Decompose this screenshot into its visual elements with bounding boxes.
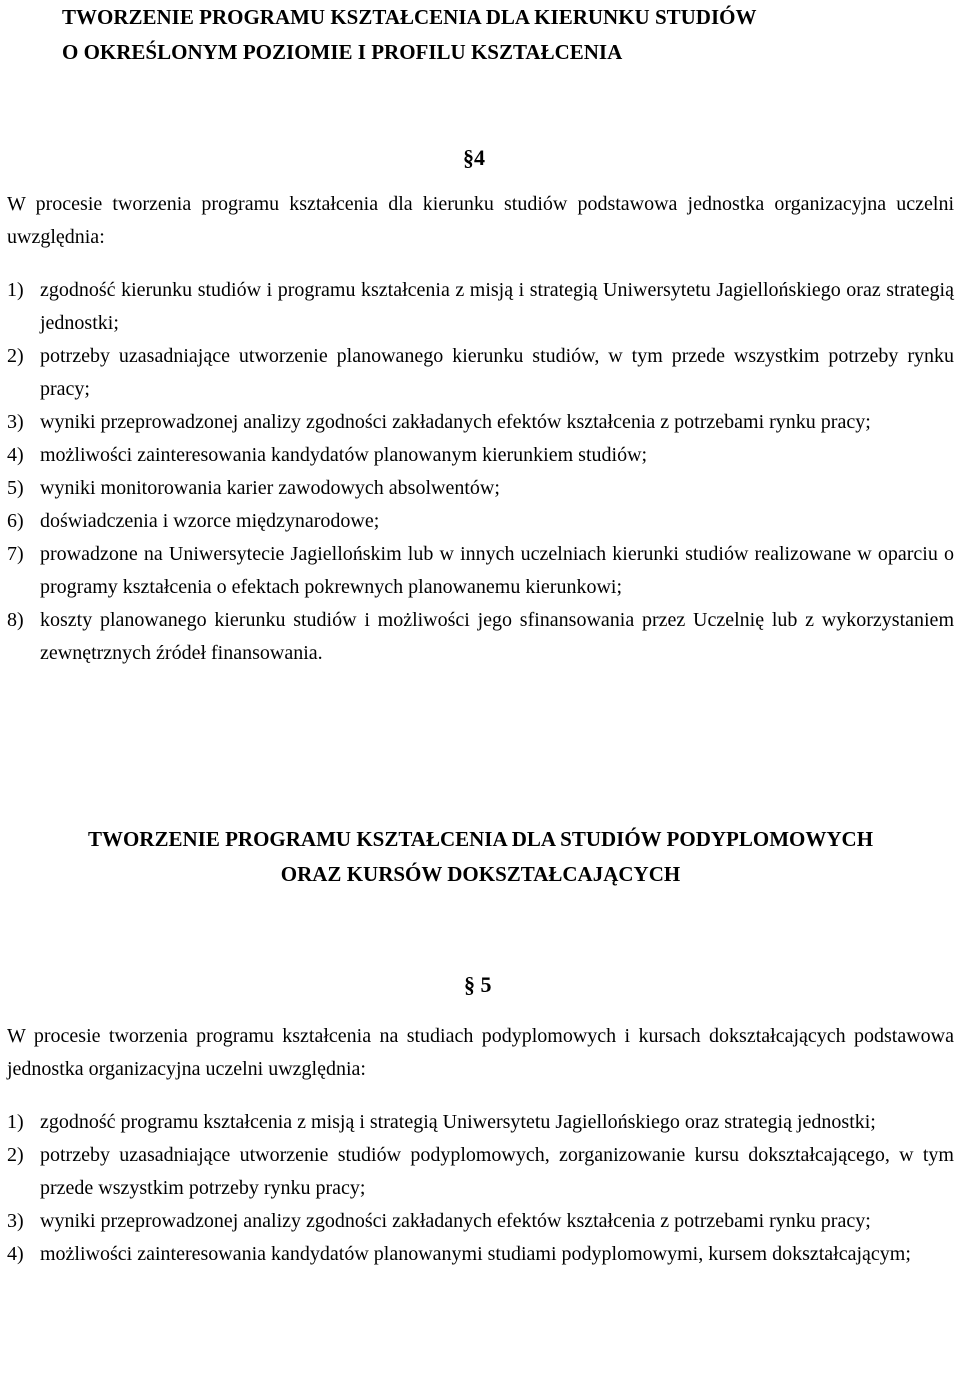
list-item-text: możliwości zainteresowania kandydatów planowanym kierunkiem studiów; [40,444,648,466]
section2-paragraph-sign: § 5 [464,972,492,997]
list-item [7,472,954,505]
list-item [7,1106,954,1139]
list-item-number: 2) [7,345,24,367]
list-item-text: potrzeby uzasadniające utworzenie studiów podyplomowych, zorganizowanie kursu dokształcającego, w tym przede wszystkim potrzeby rynku pracy; [40,1144,954,1199]
list-item-text: wyniki monitorowania karier zawodowych absolwentów; [40,477,500,499]
list-item-number: 4) [7,1243,24,1265]
list-item-text: prowadzone na Uniwersytecie Jagiellońskim lub w innych uczelniach kierunki studiów realizowane w oparciu o programy kształcenia o efektach pokrewnych planowanemu kierunkowi; [40,543,954,598]
list-item-text: wyniki przeprowadzonej analizy zgodności zakładanych efektów kształcenia z potrzebami rynku pracy; [40,1210,871,1232]
section1-body [7,188,954,670]
list-item-text: wyniki przeprowadzonej analizy zgodności zakładanych efektów kształcenia z potrzebami rynku pracy; [40,411,871,433]
list-item-number: 3) [7,411,24,433]
section2-heading [7,822,954,892]
list-item [7,1205,954,1238]
section2-list [7,1106,954,1271]
list-item [7,439,954,472]
list-item-text: potrzeby uzasadniające utworzenie planowanego kierunku studiów, w tym przede wszystkim potrzeby rynku pracy; [40,345,954,400]
list-item [7,538,954,604]
list-item-number: 6) [7,510,24,532]
list-item-number: 5) [7,477,24,499]
list-item [7,1238,954,1271]
section1-heading-line2: O OKREŚLONYM POZIOMIE I PROFILU KSZTAŁCENIA [62,40,623,64]
list-item [7,1139,954,1205]
section2-body [7,1020,954,1271]
list-item-number: 2) [7,1144,24,1166]
list-item [7,274,954,340]
list-item-text: doświadczenia i wzorce międzynarodowe; [40,510,380,532]
list-item-number: 4) [7,444,24,466]
list-item-number: 3) [7,1210,24,1232]
list-item-number: 8) [7,609,24,631]
list-item-text: zgodność programu kształcenia z misją i strategią Uniwersytetu Jagiellońskiego oraz strategią jednostki; [40,1111,876,1133]
section1-paragraph-sign: §4 [463,145,485,170]
list-item-text: zgodność kierunku studiów i programu kształcenia z misją i strategią Uniwersytetu Jagiellońskiego oraz strategią jednostki; [40,279,954,334]
list-item-number: 1) [7,1111,24,1133]
list-item [7,505,954,538]
list-item-text: możliwości zainteresowania kandydatów planowanymi studiami podyplomowymi, kursem dokształcającym; [40,1243,911,1265]
list-item [7,406,954,439]
section2-heading-line1: TWORZENIE PROGRAMU KSZTAŁCENIA DLA STUDIÓW PODYPLOMOWYCH [87,827,874,851]
section2-heading-line2: ORAZ KURSÓW DOKSZTAŁCAJĄCYCH [280,862,681,886]
section1-intro: W procesie tworzenia programu kształcenia dla kierunku studiów podstawowa jednostka organizacyjna uczelni uwzględnia: [7,193,954,248]
section2-intro: W procesie tworzenia programu kształcenia na studiach podyplomowych i kursach dokształcających podstawowa jednostka organizacyjna uczelni uwzględnia: [7,1025,954,1080]
list-item [7,340,954,406]
list-item [7,604,954,670]
list-item-number: 1) [7,279,24,301]
list-item-text: koszty planowanego kierunku studiów i możliwości jego sfinansowania przez Uczelnię lub z wykorzystaniem zewnętrznych źródeł finansowania. [40,609,954,664]
list-item-number: 7) [7,543,24,565]
section1-heading [62,0,756,70]
section1-heading-line1: TWORZENIE PROGRAMU KSZTAŁCENIA DLA KIERUNKU STUDIÓW [62,5,757,29]
section1-list [7,274,954,670]
